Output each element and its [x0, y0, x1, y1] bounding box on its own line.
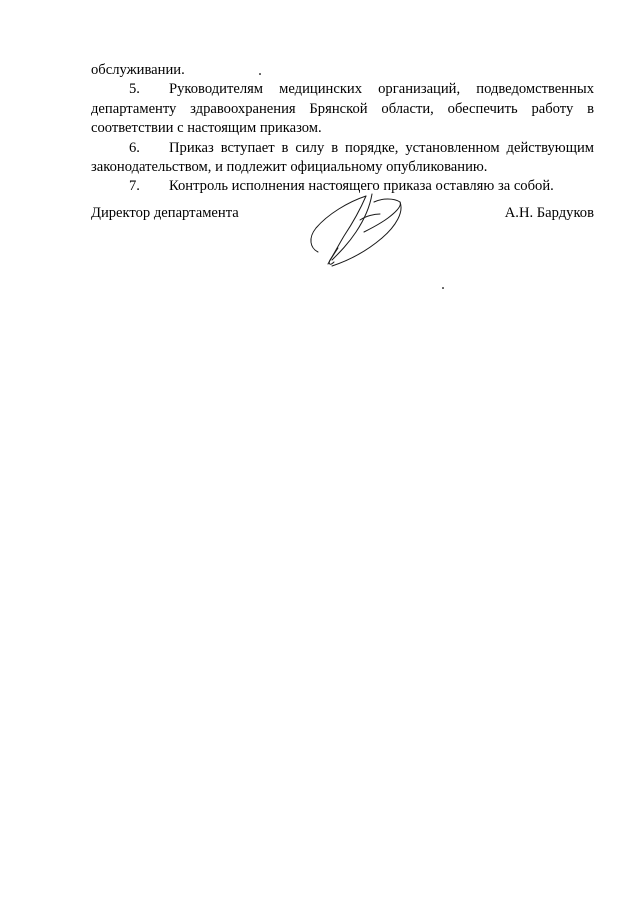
handwritten-signature: [300, 190, 420, 272]
order-item-5-number: 5.: [129, 81, 140, 98]
position-title: Директор департамента: [91, 205, 239, 221]
order-text: [91, 61, 594, 197]
signer-name: А.Н. Бардуков: [504, 205, 594, 221]
order-item-5-first-text: Руководителям медицинских организаций, подведомственных: [169, 81, 594, 98]
order-item-5-line-2: департаменту здравоохранения Брянской области, обеспечить работу в: [91, 100, 594, 117]
order-item-5: [91, 80, 594, 138]
order-item-6: [91, 139, 594, 178]
order-item-7-first-text: Контроль исполнения настоящего приказа оставляю за собой.: [169, 178, 554, 195]
order-item-5-first-line: [91, 80, 594, 99]
scan-speck: [259, 73, 261, 75]
order-item-7-number: 7.: [129, 178, 140, 195]
scan-speck: [442, 287, 444, 289]
order-item-6-line-2: законодательством, и подлежит официальному опубликованию.: [91, 159, 488, 176]
order-item-6-number: 6.: [129, 139, 140, 156]
order-item-6-first-text: Приказ вступает в силу в порядке, установленном действующим: [169, 139, 594, 156]
order-item-6-first-line: [91, 139, 594, 158]
continuation-line: обслуживании.: [91, 62, 185, 78]
order-item-5-line-3: соответствии с настоящим приказом.: [91, 120, 322, 137]
